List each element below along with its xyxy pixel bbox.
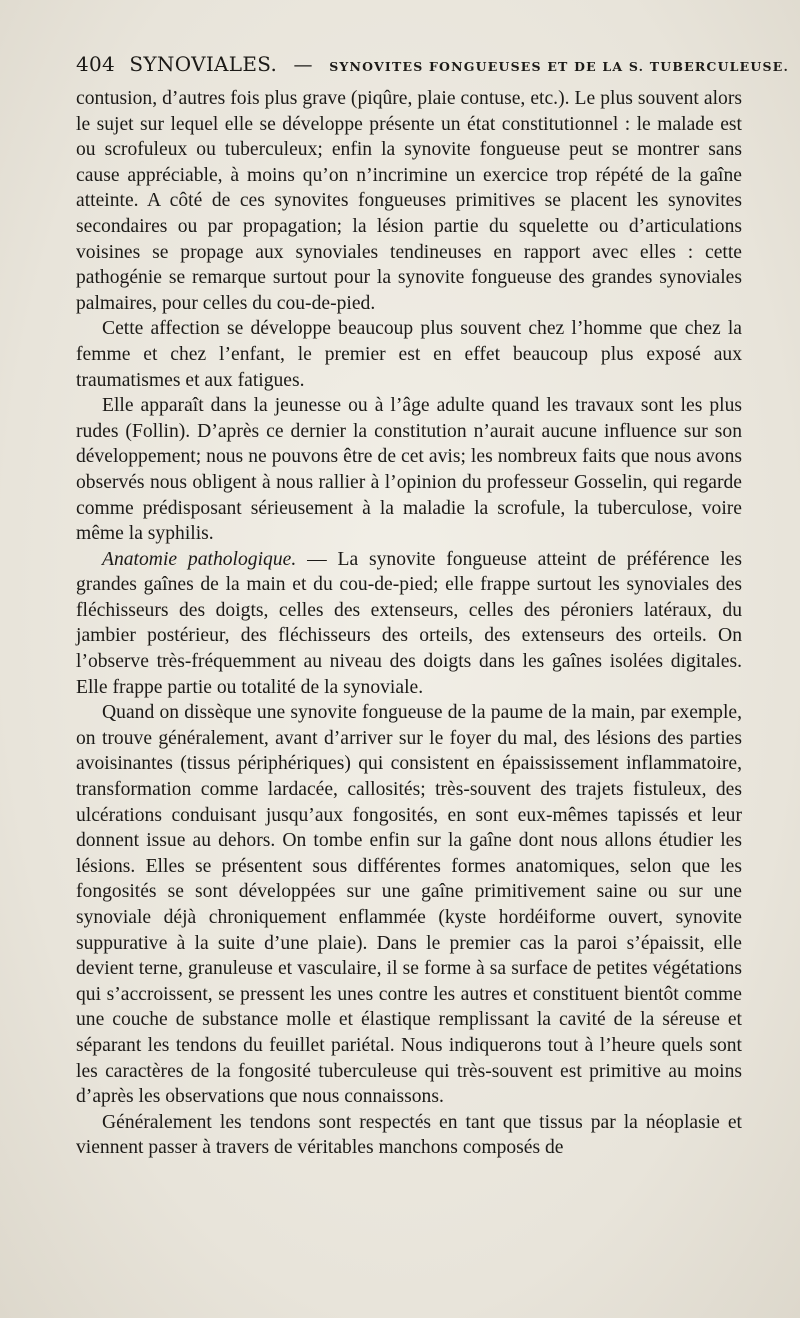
header-dash: —	[293, 54, 313, 76]
anatomy-text: — La synovite fongueuse atteint de préférence les grandes gaînes de la main et du cou-de-pied; elle frappe surtout les synoviales des fléchisseurs des doigts, celles des extenseurs, celles des péroniers latéraux, du jambier postérieur, des fléchisseurs des orteils, des extenseurs des orteils. On l’observe très-fréquemment au niveau des doigts dans les gaînes isolées digitales. Elle frappe partie ou totalité de la synoviale.	[76, 548, 742, 698]
paragraph-2: Cette affection se développe beaucoup plus souvent chez l’homme que chez la femme et chez l’enfant, le premier est en effet beaucoup plus exposé aux traumatismes et aux fatigues.	[76, 318, 742, 391]
page-number: 404	[76, 52, 116, 76]
paragraph-5: Quand on dissèque une synovite fongueuse de la paume de la main, par exemple, on trouve généralement, avant d’arriver sur le foyer du mal, des lésions des parties avoisinantes (tissus périphériques) qui consistent en épaississement inflammatoire, transformation comme lardacée, callosités; très-souvent des trajets fistuleux, des ulcérations conduisant jusqu’aux fongosités, en sont eux-mêmes tapissés et leur donnent issue au dehors. On tombe enfin sur la gaîne dont nous allons étudier les lésions. Elles se présentent sous différentes formes anatomiques, selon que les fongosités se sont développées sur une gaîne primitivement saine ou sur une synoviale déjà chroniquement enflammée (kyste hordéiforme ouvert, synovite suppurative à la suite d’une plaie). Dans le premier cas la paroi s’épaissit, elle devient terne, granuleuse et vasculaire, il se forme à sa surface de petites végétations qui s’accroissent, se pressent les unes contre les autres et constituent bientôt comme une couche de substance molle et élastique remplissant la cavité de la séreuse et séparant les tendons du feuillet pariétal. Nous indiquerons tout à l’heure quels sont les caractères de la fongosité tuberculeuse qui très-souvent est primitive au moins d’après les observations que nous connaissons.	[76, 702, 742, 1108]
header-subtitle: SYNOVITES FONGUEUSES ET DE LA S. TUBERCULEUSE.	[329, 59, 789, 74]
paragraph-3: Elle apparaît dans la jeunesse ou à l’âge adulte quand les travaux sont les plus rudes (Follin). D’après ce dernier la constitution n’aurait aucune influence sur son développement; nous ne pouvons être de cet avis; les nombreux faits que nous avons observés nous obligent à nous rallier à l’opinion du professeur Gosselin, qui regarde comme prédisposant sérieusement à la maladie la scrofule, la tuberculose, voire même la syphilis.	[76, 395, 742, 545]
section-title: SYNOVIALES.	[129, 52, 278, 76]
page-body	[76, 86, 742, 1161]
paragraph-6: Généralement les tendons sont respectés en tant que tissus par la néoplasie et viennent passer à travers de véritables manchons composés de	[76, 1111, 742, 1159]
paragraph-anatomy	[76, 547, 742, 701]
anatomy-heading: Anatomie pathologique.	[102, 548, 297, 570]
paragraph-1: contusion, d’autres fois plus grave (piqûre, plaie contuse, etc.). Le plus souvent alors le sujet sur lequel elle se développe présente un état constitutionnel : le malade est ou scrofuleux ou tuberculeux; enfin la synovite fongueuse peut se montrer sans cause appréciable, à moins qu’on n’incrimine un exercice trop répété de la gaîne atteinte. A côté de ces synovites fongueuses primitives se placent les synovites secondaires ou par propagation; la lésion partie du squelette ou d’articulations voisines se propage aux synoviales tendineuses en rapport avec elles : cette pathogénie se remarque surtout pour la synovite fongueuse des grandes synoviales palmaires, pour celles du cou-de-pied.	[76, 88, 742, 314]
running-header	[76, 52, 789, 76]
